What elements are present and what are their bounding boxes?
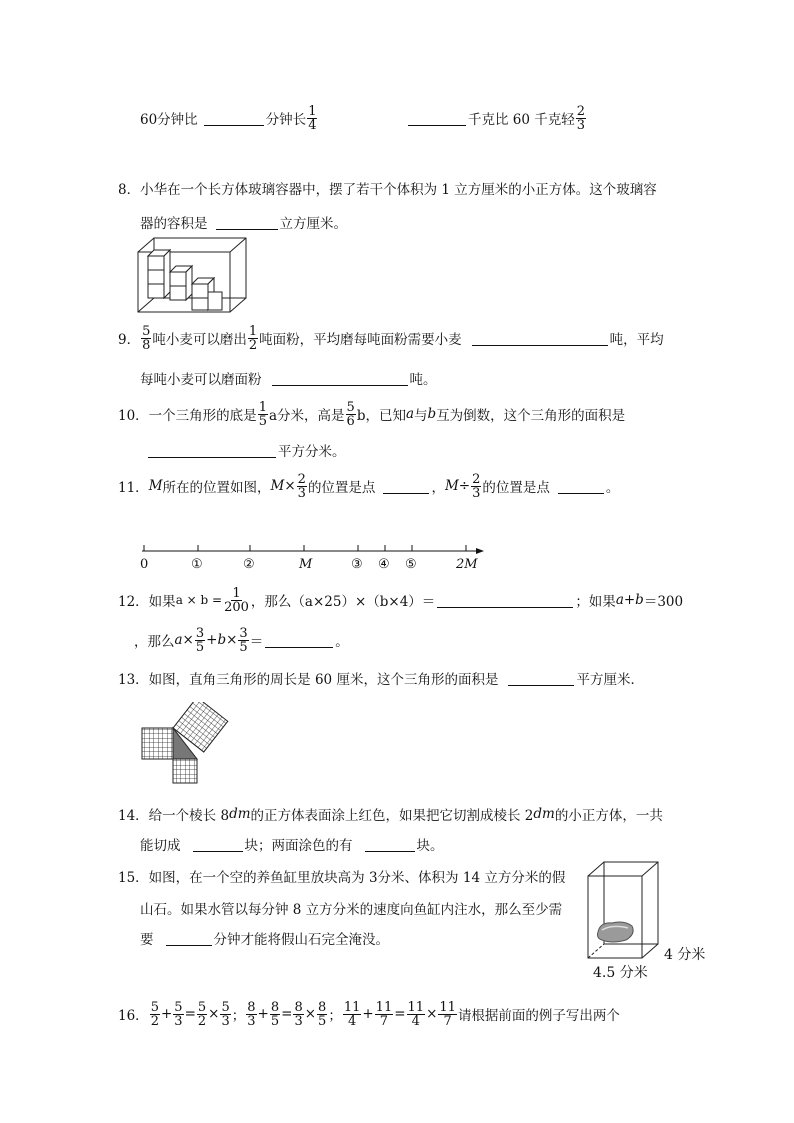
answer-blank[interactable] xyxy=(216,215,278,230)
q12-line1: 12．如果 a × b = $\frac{1}{200}$ ，那么（a×25）×（b×4）＝ ；如果 a+b ＝300 xyxy=(118,585,684,615)
fraction: $\frac{3}{5}$ xyxy=(239,625,248,655)
q13-line: 13．如图，直角三角形的周长是 60 厘米，这个三角形的面积是 平方厘米． xyxy=(118,672,644,688)
answer-blank[interactable] xyxy=(166,931,212,946)
q9-line2: 每吨小麦可以磨面粉 吨。 xyxy=(140,372,437,388)
fraction: $\frac{8}{3}$ xyxy=(247,999,256,1029)
fraction: $\frac{8}{5}$ xyxy=(270,999,280,1029)
answer-blank[interactable] xyxy=(272,371,408,386)
fraction: $\frac{11}{7}$ xyxy=(375,999,393,1029)
q14-line1: 14．给一个棱长 8 dm 的正方体表面涂上红色，如果把它切割成棱长 2 dm 的小正方体，一共 xyxy=(118,806,663,824)
answer-blank[interactable] xyxy=(204,111,264,126)
axis-label-5: ⑤ xyxy=(405,557,417,572)
fraction: $\frac{11}{4}$ xyxy=(343,999,361,1029)
q15-line3: 要 分钟才能将假山石完全淹没。 xyxy=(140,932,389,948)
axis-label-2m: 2M xyxy=(456,557,478,572)
fraction: $\frac{1}{5}$ xyxy=(258,399,267,429)
answer-blank[interactable] xyxy=(383,479,429,494)
fraction: $\frac{5}{6}$ xyxy=(346,399,355,429)
q12-line2: ，那么 a× $\frac{3}{5}$ +b× $\frac{3}{5}$ ＝ 。 xyxy=(134,625,349,655)
q11-line1: 11． M 所在的位置如图， M × $\frac{2}{3}$ 的位置是点 ， M ÷ $\frac{2}{3}$ 的位置是点 。 xyxy=(118,471,620,501)
fraction: $\frac{5}{2}$ xyxy=(197,999,207,1029)
fraction: $\frac{2}{3}$ xyxy=(472,471,481,501)
q9-line1: 9． $\frac{5}{8}$ 吨小麦可以磨出 $\frac{1}{2}$ 吨面粉，平均磨每吨面粉需要小麦 吨，平均 xyxy=(118,323,664,353)
answer-blank[interactable] xyxy=(408,111,466,126)
fraction: $\frac{8}{3}$ xyxy=(294,999,303,1029)
axis-label-m: M xyxy=(299,557,313,572)
q8-line1: 8．小华在一个长方体玻璃容器中，摆了若干个体积为 1 立方厘米的小正方体。这个玻璃容 xyxy=(118,182,657,198)
answer-blank[interactable] xyxy=(508,671,574,686)
q15-line2: 山石。如果水管以每分钟 8 立方分米的速度向鱼缸内注水，那么至少需 xyxy=(140,902,563,918)
answer-blank[interactable] xyxy=(365,837,415,852)
axis-label-3: ③ xyxy=(351,557,363,572)
fish-tank-figure xyxy=(584,858,662,962)
q10-line1: 10．一个三角形的底是 $\frac{1}{5}$ a分米，高是 $\frac{5}{6}$ b，已知 a 与 b 互为倒数，这个三角形的面积是 xyxy=(118,399,626,429)
answer-blank[interactable] xyxy=(148,443,276,458)
fraction: $\frac{2}{3}$ xyxy=(297,471,306,501)
axis-label-2: ② xyxy=(243,557,255,572)
dim-bottom-label: 4.5 分米 xyxy=(593,965,648,981)
fraction: $\frac{5}{3}$ xyxy=(174,999,183,1029)
fraction: $\frac{5}{8}$ xyxy=(142,323,151,353)
fraction: $\frac{5}{2}$ xyxy=(150,999,159,1029)
axis-label-1: ① xyxy=(191,557,203,572)
q10-line2: 平方分米。 xyxy=(146,440,346,460)
q16-line: 16． $\frac{5}{2}$ + $\frac{5}{3}$ = $\frac{5}{2}$ × $\frac{5}{3}$ ； $\frac{8}{3}$ + $\frac{8}{5}$ = $\frac{8}{3}$ × $\frac{8}{5}$ ； $\frac{11}{4}$ + $\frac{11}{7}$ = $\frac{11}{4}$ × $\frac{11}{7}$ 请根据前面的例子写出两个 xyxy=(118,999,620,1029)
answer-blank[interactable] xyxy=(437,593,573,608)
q14-line2: 能切成 块；两面涂色的有 块。 xyxy=(140,838,444,854)
q7-left: 60分钟比 分钟长 $\frac{1}{4}$ xyxy=(140,103,317,133)
fraction: $\frac{8}{5}$ xyxy=(318,999,327,1029)
fraction: $\frac{11}{7}$ xyxy=(439,999,456,1029)
fraction: $\frac{2}{3}$ xyxy=(576,103,586,133)
dim-right-label: 4 分米 xyxy=(664,947,706,963)
glass-container-figure xyxy=(136,236,248,316)
right-triangle-squares-figure xyxy=(140,702,236,786)
fraction: $\frac{1}{2}$ xyxy=(248,323,258,353)
fraction: $\frac{1}{4}$ xyxy=(308,103,317,133)
fraction: $\frac{3}{5}$ xyxy=(195,625,205,655)
answer-blank[interactable] xyxy=(265,633,333,648)
q7-right: 千克比 60 千克轻 $\frac{2}{3}$ xyxy=(406,108,587,128)
number-line xyxy=(138,542,486,558)
fraction: $\frac{1}{200}$ xyxy=(224,585,249,615)
fraction: $\frac{5}{3}$ xyxy=(221,999,230,1029)
axis-label-0: 0 xyxy=(140,557,149,572)
answer-blank[interactable] xyxy=(558,479,604,494)
q15-line1: 15．如图，在一个空的养鱼缸里放块高为 3分米、体积为 14 立方分米的假 xyxy=(118,870,566,886)
answer-blank[interactable] xyxy=(472,331,608,346)
fraction: $\frac{11}{4}$ xyxy=(407,999,425,1029)
axis-label-4: ④ xyxy=(378,557,390,572)
q8-line2: 器的容积是 立方厘米。 xyxy=(140,216,347,232)
answer-blank[interactable] xyxy=(193,837,243,852)
